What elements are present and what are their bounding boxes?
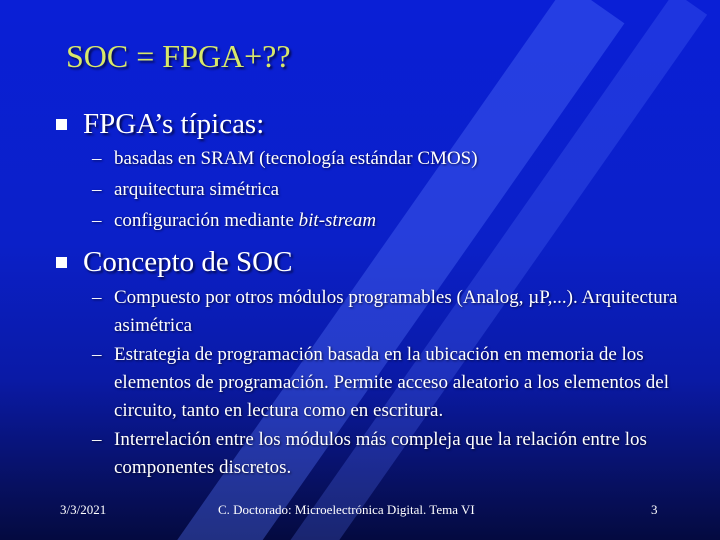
dash-bullet-icon: – [92,148,102,169]
dash-bullet-icon: – [92,344,102,365]
footer-course: C. Doctorado: Microelectrónica Digital. Tema VI [218,502,475,517]
footer-date: 3/3/2021 [60,502,107,517]
dash-bullet-icon: – [92,287,102,308]
list-item: – basadas en SRAM (tecnología estándar CMOS) [92,145,699,173]
dash-bullet-icon: – [92,179,102,200]
section-heading: Concepto de SOC [83,246,293,278]
section-fpga [56,108,264,141]
list-item: – Estrategia de programación basada en la ubicación en memoria de los elementos de programación. Permite acceso aleatorio a los elementos del circuito, tanto en lectura como en escritura. [92,341,699,425]
dash-bullet-icon: – [92,429,102,450]
footer-page-number: 3 [651,502,658,517]
list-item: – arquitectura simétrica [92,176,699,204]
section-soc [56,246,292,279]
section-heading: FPGA’s típicas: [83,108,265,140]
square-bullet-icon [56,257,67,268]
slide-title: SOC = FPGA+?? [66,38,291,74]
dash-bullet-icon: – [92,210,102,231]
list-item: – configuración mediante bit-stream [92,207,699,235]
list-item: – Compuesto por otros módulos programables (Analog, µP,...). Arquitectura asimétrica [92,284,699,340]
square-bullet-icon [56,119,67,130]
list-item: – Interrelación entre los módulos más compleja que la relación entre los componentes discretos. [92,426,699,482]
italic-term: bit-stream [298,210,377,231]
